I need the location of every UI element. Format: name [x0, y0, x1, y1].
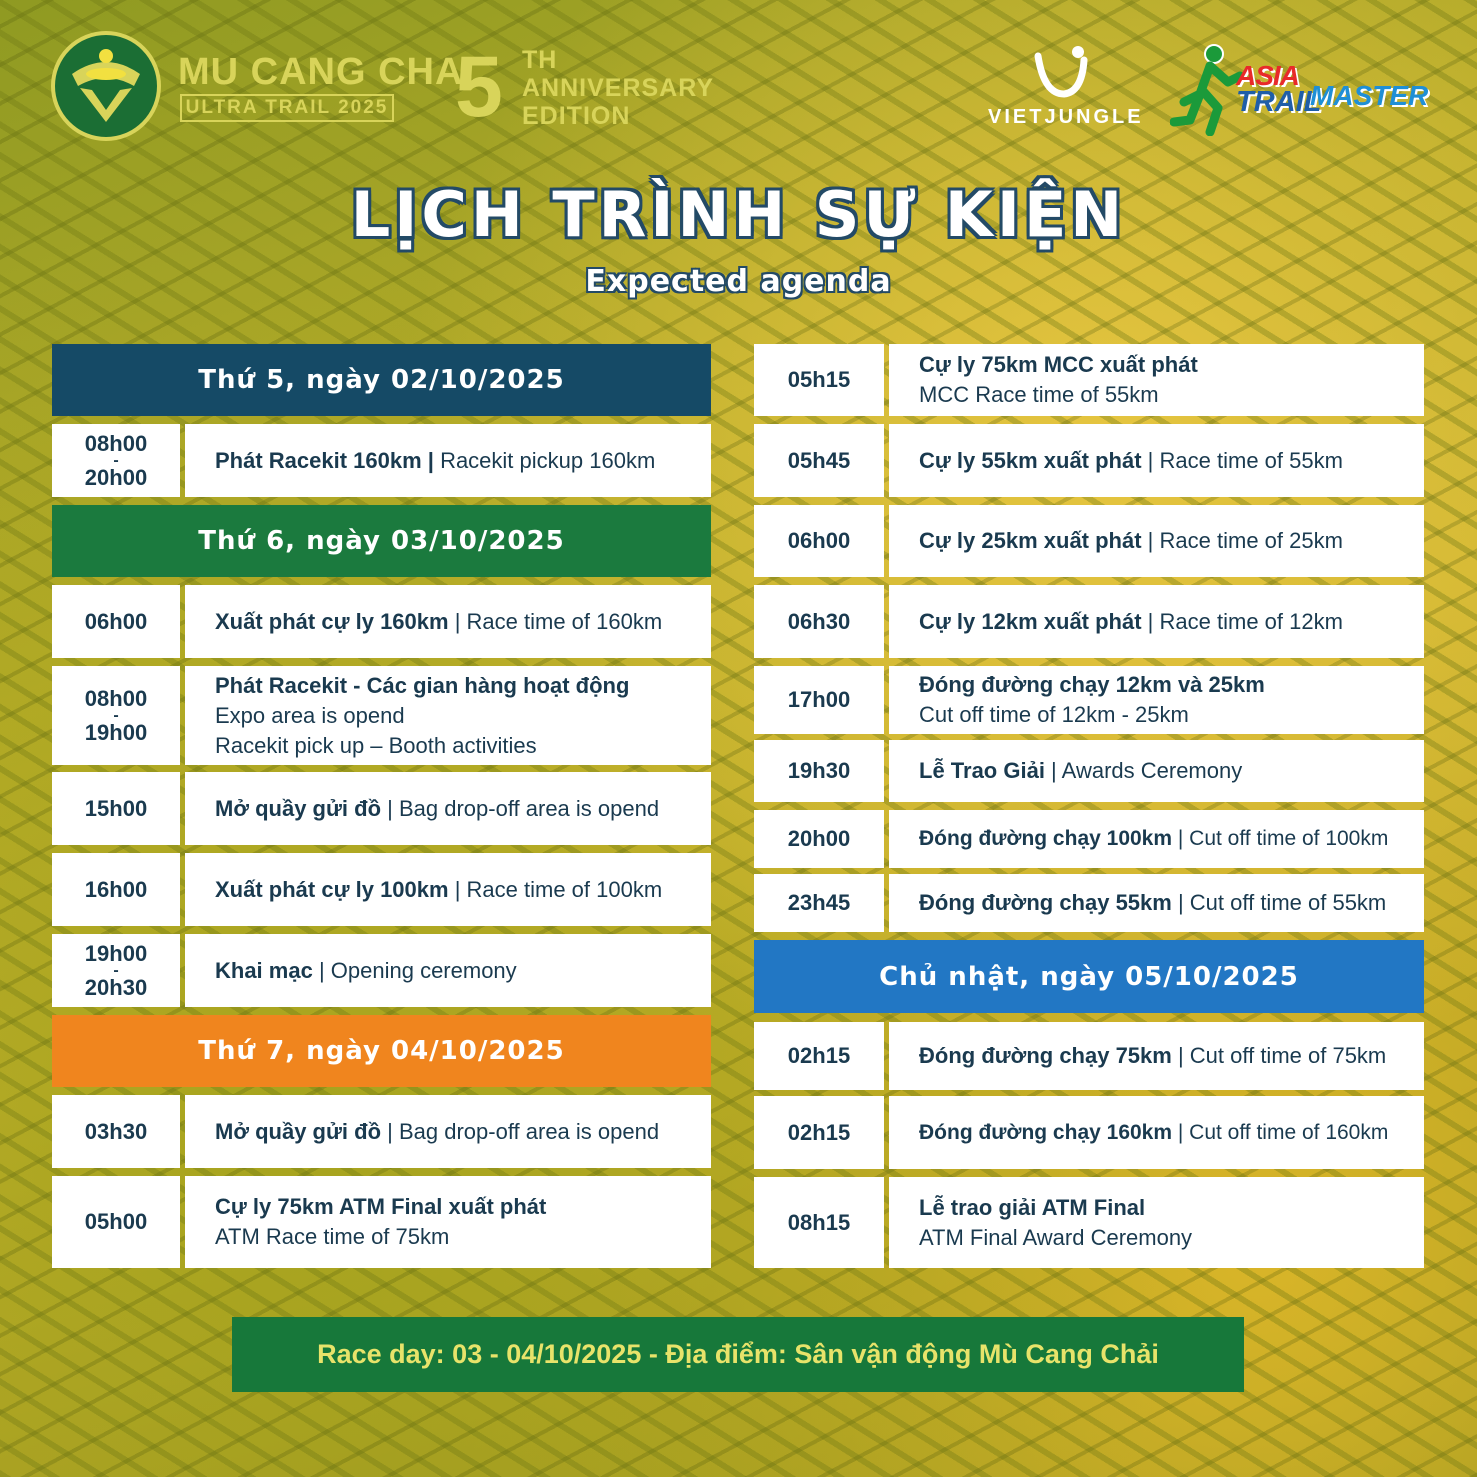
time-dash: -: [113, 961, 119, 979]
time-start: 06h00: [84, 608, 148, 634]
page-subtitle: Expected agenda: [585, 264, 892, 299]
event-english: Awards Ceremony: [1061, 758, 1243, 783]
time-cell: [754, 666, 884, 734]
time-cell: [52, 424, 180, 497]
vietjungle-wordmark: VIETJUNGLE: [988, 106, 1144, 128]
event-title: Xuất phát cự ly 100km: [215, 876, 449, 902]
time-cell: [52, 772, 180, 845]
time-start: 03h30: [84, 1118, 148, 1144]
time-cell: [754, 505, 884, 577]
time-cell: [52, 585, 180, 658]
event-english: ATM Race time of 75km: [215, 1224, 450, 1249]
event-english: Cut off time of 12km - 25km: [919, 702, 1189, 727]
time-start: 20h00: [787, 826, 851, 851]
time-cell: [754, 1022, 884, 1090]
event-description: [889, 1177, 1424, 1268]
event-english: Cut off time of 75km: [1189, 1043, 1387, 1068]
page-title: LỊCH TRÌNH SỰ KIỆN: [350, 178, 1127, 251]
time-cell: [754, 585, 884, 658]
event-title: Đóng đường chạy 160km: [919, 1120, 1173, 1144]
event-description: [185, 1095, 711, 1168]
separator: |: [421, 447, 441, 473]
time-cell: [52, 934, 180, 1007]
event-description: [185, 934, 711, 1007]
event-title: Cự ly 75km MCC xuất phát: [919, 352, 1198, 377]
day4-header: Chủ nhật, ngày 05/10/2025: [754, 940, 1424, 1013]
event-english: Cut off time of 100km: [1189, 827, 1389, 850]
event-title: Đóng đường chạy 100km: [919, 827, 1173, 850]
separator: |: [1172, 827, 1190, 850]
time-dash: -: [113, 706, 119, 724]
event-title: Đóng đường chạy 75km: [919, 1043, 1172, 1068]
time-start: 08h00: [84, 685, 148, 711]
event-title: Lễ trao giải ATM Final: [919, 1194, 1146, 1220]
event-title: Cự ly 25km xuất phát: [919, 528, 1142, 553]
anniversary-edition: EDITION: [522, 102, 631, 130]
event-title: Xuất phát cự ly 160km: [215, 608, 449, 634]
vietjungle-logo-icon: [1030, 42, 1092, 104]
event-subtitle: ULTRA TRAIL 2025: [180, 94, 394, 122]
event-title: Đóng đường chạy 12km và 25km: [919, 672, 1265, 697]
event-english: Race time of 25km: [1159, 528, 1343, 553]
atm-wordmark-trail: TRAIL: [1236, 86, 1322, 118]
time-start: 15h00: [84, 795, 148, 821]
event-english: Race time of 160km: [466, 608, 663, 634]
event-english: Race time of 100km: [466, 876, 663, 902]
time-cell: [754, 874, 884, 932]
time-start: 05h15: [787, 367, 851, 392]
time-start: 05h00: [84, 1209, 148, 1234]
event-english: MCC Race time of 55km: [919, 382, 1159, 407]
event-title: Khai mạc: [215, 957, 313, 983]
event-english: Bag drop-off area is opend: [398, 1118, 660, 1144]
event-description: [185, 666, 711, 765]
separator: |: [1141, 528, 1160, 553]
event-title: Cự ly 75km ATM Final xuất phát: [215, 1194, 547, 1219]
event-title: Đóng đường chạy 55km: [919, 890, 1172, 915]
time-cell: [754, 424, 884, 497]
time-cell: [52, 1095, 180, 1168]
separator: |: [381, 1118, 399, 1144]
event-title: Lễ Trao Giải: [919, 758, 1045, 783]
event-description: [889, 874, 1424, 932]
time-start: 06h30: [787, 608, 851, 634]
time-cell: [52, 853, 180, 926]
event-english: Expo area is opend: [215, 702, 405, 728]
day2-header: Thứ 6, ngày 03/10/2025: [52, 505, 711, 577]
day3-header: Thứ 7, ngày 04/10/2025: [52, 1015, 711, 1087]
event-english: Racekit pickup 160km: [440, 447, 656, 473]
time-cell: [52, 666, 180, 765]
separator: |: [1172, 1120, 1190, 1144]
time-cell: [754, 1177, 884, 1268]
time-end: 20h00: [84, 464, 148, 490]
time-end: 19h00: [84, 719, 148, 745]
event-english: Cut off time of 55km: [1189, 890, 1387, 915]
event-description: [889, 666, 1424, 734]
time-end: 20h30: [84, 974, 148, 1000]
time-start: 05h45: [787, 447, 851, 473]
time-cell: [754, 344, 884, 416]
atm-wordmark-asia: ASIA: [1236, 60, 1299, 91]
event-english: Cut off time of 160km: [1189, 1120, 1389, 1144]
mcc-ultra-trail-logo-icon: [50, 30, 162, 142]
time-cell: [754, 810, 884, 868]
event-english: ATM Final Award Ceremony: [919, 1224, 1193, 1250]
event-english: Race time of 12km: [1159, 608, 1343, 634]
time-start: 23h45: [787, 890, 851, 915]
separator: |: [1044, 758, 1062, 783]
event-description: [889, 1022, 1424, 1090]
time-start: 06h00: [787, 528, 851, 553]
time-start: 02h15: [787, 1119, 851, 1145]
event-title: Cự ly 55km xuất phát: [919, 447, 1142, 473]
event-description: [889, 344, 1424, 416]
event-description: [185, 853, 711, 926]
time-dash: -: [113, 451, 119, 469]
separator: |: [1171, 1043, 1190, 1068]
time-start: 19h00: [84, 940, 148, 966]
day1-header: Thứ 5, ngày 02/10/2025: [52, 344, 711, 416]
time-start: 19h30: [787, 758, 851, 783]
time-start: 16h00: [84, 876, 148, 902]
event-description: [889, 740, 1424, 802]
separator: |: [448, 608, 467, 634]
event-english: Bag drop-off area is opend: [398, 795, 660, 821]
race-day-banner: Race day: 03 - 04/10/2025 - Địa điểm: Sân vận động Mù Cang Chải: [232, 1317, 1244, 1392]
event-english-2: Racekit pick up – Booth activities: [215, 732, 537, 758]
separator: |: [1141, 608, 1160, 634]
event-description: [185, 772, 711, 845]
event-description: [889, 1096, 1424, 1169]
anniversary-label: ANNIVERSARY: [522, 74, 715, 102]
event-description: [889, 585, 1424, 658]
event-description: [889, 810, 1424, 868]
event-description: [889, 424, 1424, 497]
event-description: [185, 585, 711, 658]
time-cell: [754, 740, 884, 802]
anniversary-th: TH: [522, 46, 558, 74]
event-title: Phát Racekit 160km: [215, 447, 422, 473]
event-description: [889, 505, 1424, 577]
event-title: Cự ly 12km xuất phát: [919, 608, 1142, 634]
time-start: 08h00: [84, 430, 148, 456]
event-title: Mở quầy gửi đồ: [215, 795, 382, 821]
atm-wordmark-master: MASTER: [1310, 80, 1429, 111]
time-cell: [52, 1176, 180, 1268]
time-start: 17h00: [787, 687, 851, 712]
event-english: Opening ceremony: [330, 957, 517, 983]
anniversary-number: 5: [455, 39, 503, 135]
separator: |: [312, 957, 331, 983]
time-cell: [754, 1096, 884, 1169]
separator: |: [448, 876, 467, 902]
separator: |: [1141, 447, 1160, 473]
separator: |: [1171, 890, 1190, 915]
time-start: 02h15: [787, 1043, 851, 1068]
event-title: Mở quầy gửi đồ: [215, 1118, 382, 1144]
event-title: Phát Racekit - Các gian hàng hoạt động: [215, 672, 630, 698]
event-description: [185, 424, 711, 497]
event-description: [185, 1176, 711, 1268]
separator: |: [381, 795, 399, 821]
event-name: MU CANG CHAI: [178, 51, 475, 93]
time-start: 08h15: [787, 1209, 851, 1235]
event-english: Race time of 55km: [1159, 447, 1343, 473]
